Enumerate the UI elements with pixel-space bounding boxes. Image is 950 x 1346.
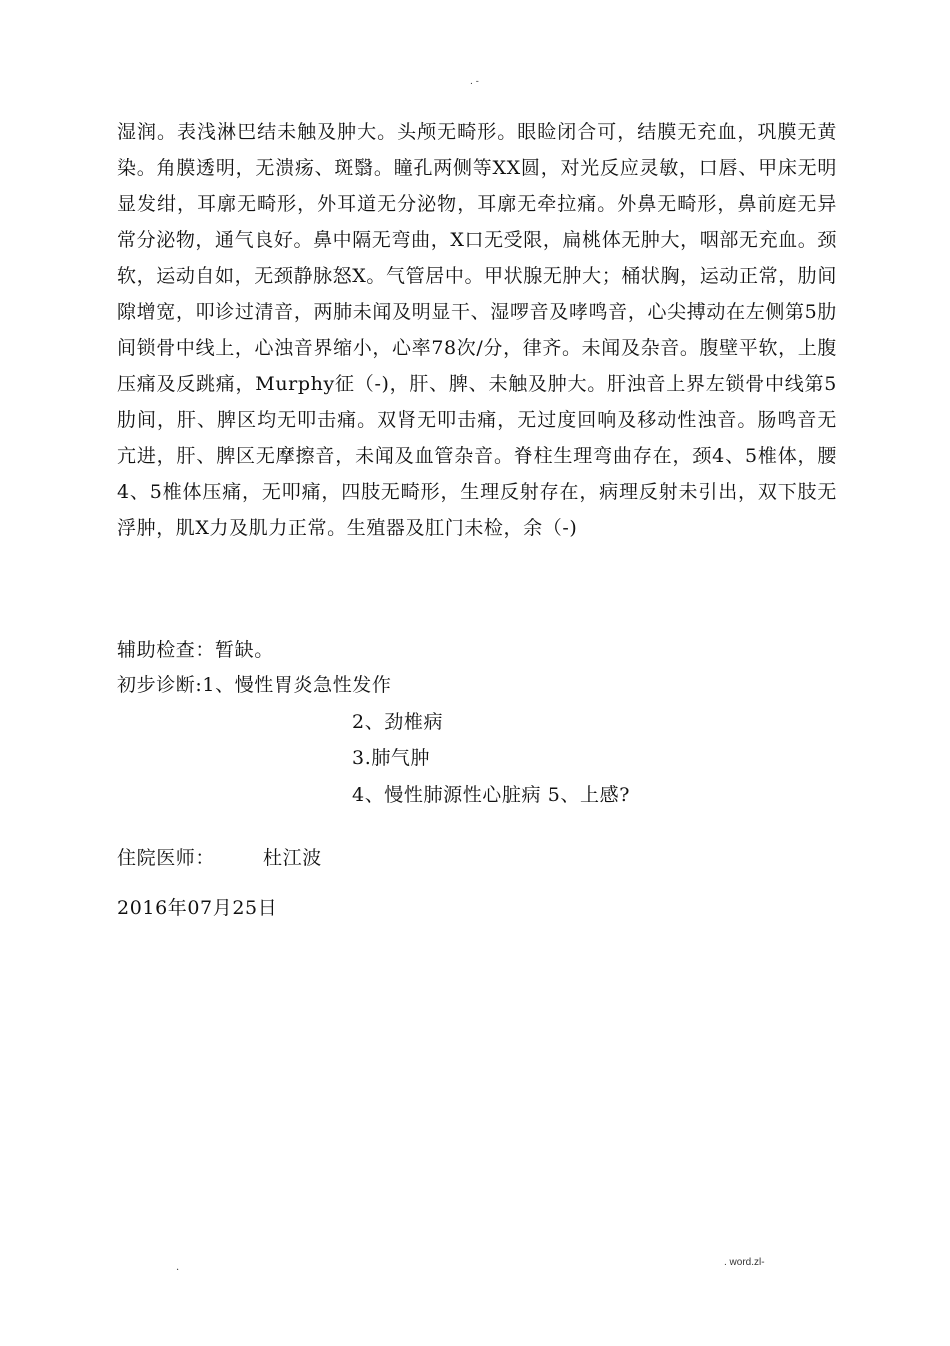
physical-exam-paragraph: 湿润。表浅淋巴结未触及肿大。头颅无畸形。眼睑闭合可，结膜无充血，巩膜无黄染。角膜透明，无溃疡、斑翳。瞳孔两侧等XX圆，对光反应灵敏，口唇、甲床无明显发绀，耳廓无畸形，外耳道无分泌物，耳廓无牵拉痛。外鼻无畸形，鼻前庭无异常分泌物，通气良好。鼻中隔无弯曲，X口无受限，扁桃体无肿大，咽部无充血。颈软，运动自如，无颈静脉怒X。气管居中。甲状腺无肿大；桶状胸，运动正常，肋间隙增宽，叩诊过清音，两肺未闻及明显干、湿啰音及哮鸣音，心尖搏动在左侧第5肋间锁骨中线上，心浊音界缩小，心率78次/分，律齐。未闻及杂音。腹壁平软，上腹压痛及反跳痛，Murphy征（-)，肝、脾、未触及肿大。肝浊音上界左锁骨中线第5肋间，肝、脾区均无叩击痛。双肾无叩击痛，无过度回响及移动性浊音。肠鸣音无亢进，肝、脾区无摩擦音，未闻及血管杂音。脊柱生理弯曲存在，颈4、5椎体，腰4、5椎体压痛，无叩痛，四肢无畸形，生理反射存在，病理反射未引出，双下肢无浮肿，肌X力及肌力正常。生殖器及肛门未检，余（-)	[117, 121, 837, 539]
diagnosis-label: 初步诊断:	[117, 674, 203, 696]
physician-signature-line	[117, 844, 322, 872]
physician-name: 杜江波	[263, 847, 322, 869]
diagnosis-item: 2、劲椎病	[352, 711, 444, 733]
header-mark: . -	[470, 77, 479, 87]
diagnosis-item: 1、慢性胃炎急性发作	[202, 674, 392, 696]
auxiliary-exam-line: 辅助检查：暂缺。	[117, 639, 274, 661]
diagnosis-line-1	[117, 671, 392, 699]
footer-right-mark: . word.zl-	[724, 1257, 765, 1268]
record-date: 2016年07月25日	[117, 897, 278, 919]
diagnosis-item: 4、慢性肺源性心脏病 5、上感?	[352, 784, 631, 806]
physician-label: 住院医师：	[117, 847, 216, 869]
footer-left-mark: .	[176, 1262, 180, 1273]
diagnosis-item: 3.肺气肿	[352, 747, 431, 769]
